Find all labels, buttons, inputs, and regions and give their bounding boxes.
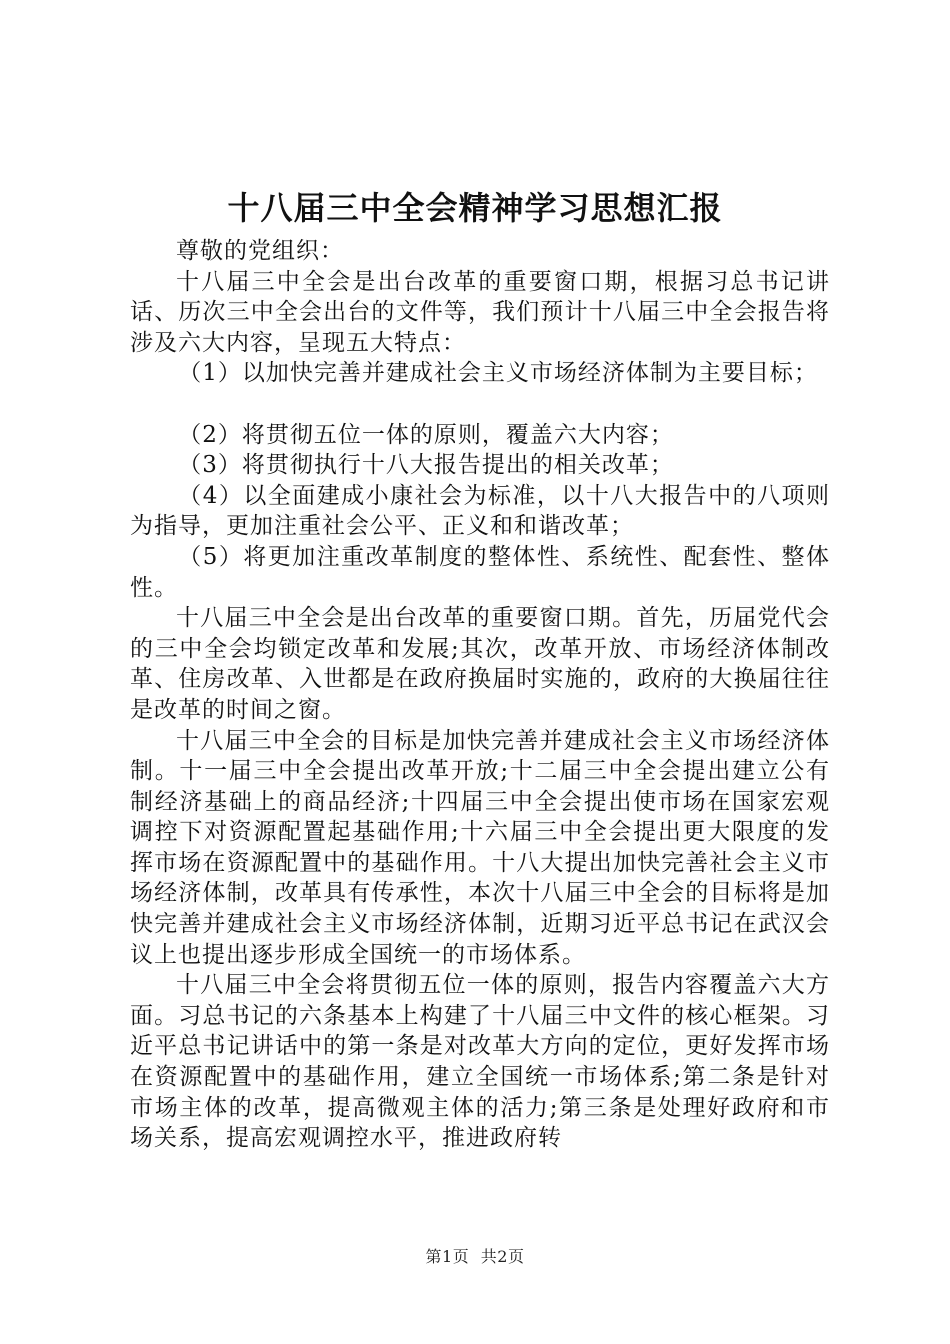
paragraph-intro: 十八届三中全会是出台改革的重要窗口期，根据习总书记讲话、历次三中全会出台的文件等，我们预计十八届三中全会报告将涉及六大内容，呈现五大特点： bbox=[130, 268, 830, 356]
page-number-current: 第1页 bbox=[425, 1247, 470, 1266]
list-item-5: （5）将更加注重改革制度的整体性、系统性、配套性、整体性。 bbox=[130, 543, 830, 601]
document-body bbox=[130, 236, 830, 1154]
list-item-4: （4）以全面建成小康社会为标准，以十八大报告中的八项则为指导，更加注重社会公平、正义和和谐改革； bbox=[130, 482, 830, 540]
page-number-total: 共2页 bbox=[480, 1247, 525, 1266]
paragraph-window: 十八届三中全会是出台改革的重要窗口期。首先，历届党代会的三中全会均锁定改革和发展;其次，改革开放、市场经济体制改革、住房改革、入世都是在政府换届时实施的，政府的大换届往往是改革的时间之窗。 bbox=[130, 605, 830, 723]
blank-line bbox=[130, 389, 830, 420]
document-title: 十八届三中全会精神学习思想汇报 bbox=[227, 189, 723, 227]
list-item-3: （3）将贯彻执行十八大报告提出的相关改革； bbox=[178, 452, 674, 479]
salutation: 尊敬的党组织： bbox=[176, 238, 344, 264]
page-footer bbox=[0, 1244, 950, 1267]
paragraph-five-in-one: 十八届三中全会将贯彻五位一体的原则，报告内容覆盖六大方面。习总书记的六条基本上构建了十八届三中文件的核心框架。习近平总书记讲话中的第一条是对改革大方向的定位，更好发挥市场在资源配置中的基础作用，建立全国统一市场体系;第二条是针对市场主体的改革，提高微观主体的活力;第三条是处理好政府和市场关系，提高宏观调控水平，推进政府转 bbox=[130, 972, 830, 1152]
list-item-2: （2）将贯彻五位一体的原则，覆盖六大内容； bbox=[178, 421, 674, 448]
paragraph-goal: 十八届三中全会的目标是加快完善并建成社会主义市场经济体制。十一届三中全会提出改革开放;十二届三中全会提出建立公有制经济基础上的商品经济;十四届三中全会提出使市场在国家宏观调控下对资源配置起基础作用;十六届三中全会提出更大限度的发挥市场在资源配置中的基础作用。十八大提出加快完善社会主义市场经济体制，改革具有传承性，本次十八届三中全会的目标将是加快完善并建成社会主义市场经济体制，近期习近平总书记在武汉会议上也提出逐步形成全国统一的市场体系。 bbox=[130, 727, 830, 968]
list-item-1: （1）以加快完善并建成社会主义市场经济体制为主要目标； bbox=[178, 360, 818, 387]
